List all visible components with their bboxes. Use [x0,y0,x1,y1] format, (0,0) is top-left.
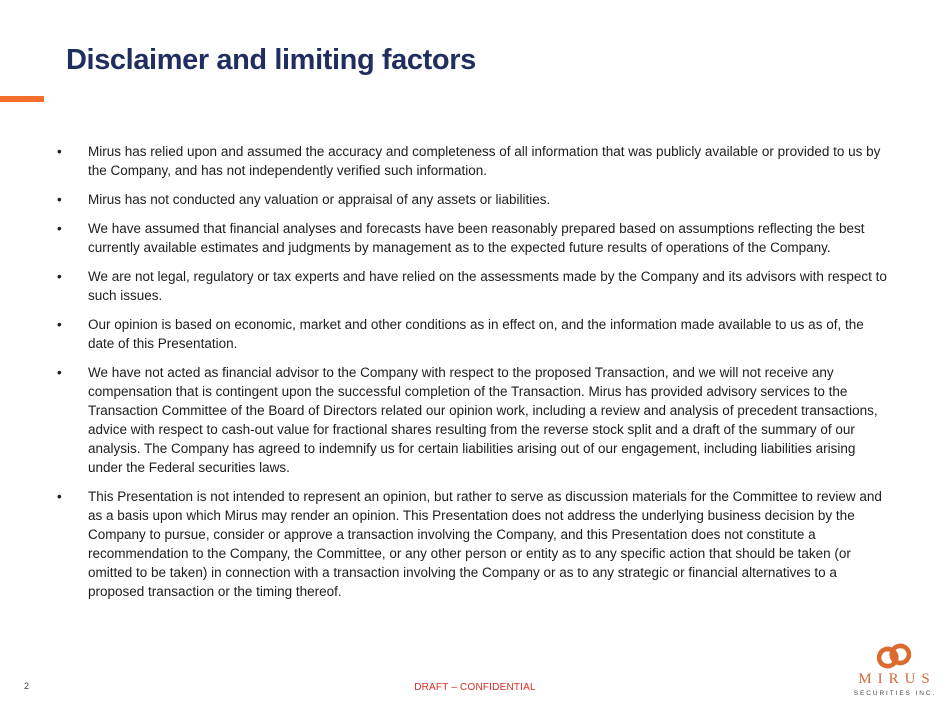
list-item [57,142,890,180]
bullet-text: This Presentation is not intended to represent an opinion, but rather to serve as discussion materials for the Committee to review and as a basis upon which Mirus may render an opinion. This Presentation does not address the underlying business decision by the Company to pursue, consider or approve a transaction involving the Company, and this Presentation does not constitute a recommendation to the Company, the Committee, or any other person or entity as to any specific action that should be taken (or omitted to be taken) in connection with a transaction involving the Company or as to any strategic or financial alternatives to a proposed transaction or the timing thereof. [88,489,882,599]
bullet-icon: • [57,144,62,159]
bullet-text: Our opinion is based on economic, market and other conditions as in effect on, and the information made available to us as of, the date of this Presentation. [88,317,864,351]
page-number: 2 [24,681,30,691]
bullet-text: We have assumed that financial analyses and forecasts have been reasonably prepared based on assumptions reflecting the best currently available estimates and judgments by management as to the expected future results of operations of the Company. [88,221,865,255]
bullet-icon: • [57,192,62,207]
interlocking-rings-icon [874,642,914,670]
bullet-icon: • [57,317,62,332]
disclaimer-bullet-list [57,142,890,611]
list-item [57,363,890,477]
list-item [57,267,890,305]
bullet-icon: • [57,365,62,380]
bullet-icon: • [57,221,62,236]
bullet-text: Mirus has not conducted any valuation or appraisal of any assets or liabilities. [88,192,551,207]
bullet-text: We have not acted as financial advisor to the Company with respect to the proposed Transaction, and we will not receive any compensation that is contingent upon the successful completion of the Transaction. Mirus has provided advisory services to the Transaction Committee of the Board of Directors related our opinion work, including a review and analysis of precedent transactions, advice with respect to cash-out value for fractional shares resulting from the reverse stock split and a draft of the summary of our analysis. The Company has agreed to indemnify us for certain liabilities arising out of our engagement, including liabilities arising under the Federal securities laws. [88,365,878,475]
draft-confidential-label: DRAFT – CONFIDENTIAL [414,682,536,693]
bullet-icon: • [57,269,62,284]
title-accent-bar [0,96,44,102]
logo-subtitle: SECURITIES INC. [853,690,937,697]
mirus-logo [844,642,944,697]
list-item [57,315,890,353]
list-item [57,190,890,209]
bullet-text: Mirus has relied upon and assumed the accuracy and completeness of all information that was publicly available or provided to us by the Company, and has not independently verified such information. [88,144,881,178]
list-item [57,487,890,601]
bullet-text: We are not legal, regulatory or tax experts and have relied on the assessments made by the Company and its advisors with respect to such issues. [88,269,887,303]
page-title: Disclaimer and limiting factors [66,44,476,76]
list-item [57,219,890,257]
bullet-icon: • [57,489,62,504]
logo-wordmark: MIRUS [858,671,936,687]
